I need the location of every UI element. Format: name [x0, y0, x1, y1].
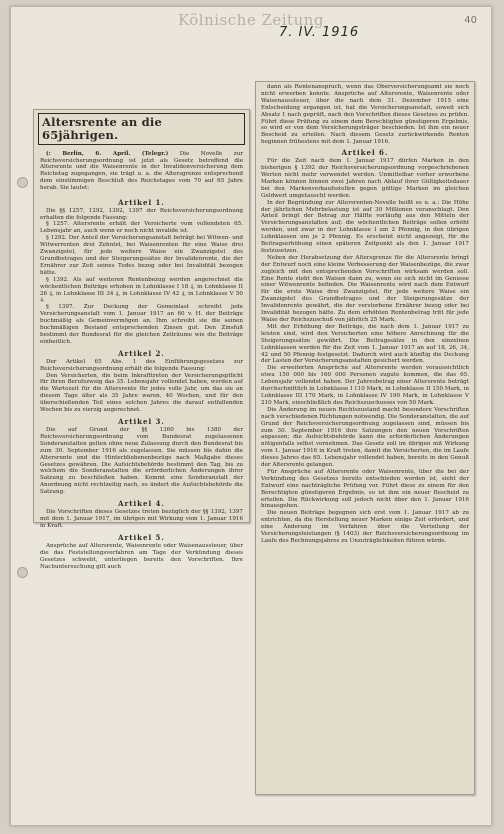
paragraph: Für Ansprüche auf Altersrente oder Waisenrente, über die bei der Verkündung des Gesetzes bereits entschieden worden ist, sieht der Entwurf eine nachträgliche Prüfung vor. Führt diese zu einem für den Berechtigten günstigeren Ergebnis, so ist ihm ein neuer Bescheid zu erteilen. Die Rückwirkung soll jedoch nicht über den 1. Januar 1916 hinausgehen.	[261, 468, 469, 510]
paragraph: Die auf Grund der §§ 1360 bis 1380 der Reichsversicherungsordnung vom Bundesrat zugelassenen Sonderanstalten gelten ohne neue Zulassung durch den Bundesrat bis zum 30. September 1916 als zugelassen. Sie müssen bis dahin die Altersrente und die Hinterbliebenenbezüge nach Maßgabe dieses Gesetzes gewähren. Die Aufsichtsbehörde bestimmt den Tag, bis zu welchem die Sonderanstalten die erforderlichen Änderungen ihrer Satzung zu beschließen haben. Kommt eine Sonderanstalt der Anordnung nicht rechtzeitig nach, so ändert die Aufsichtsbehörde die Satzung.	[40, 427, 243, 496]
article-heading: Artikel 1.	[118, 197, 165, 207]
article-heading: Artikel 3.	[118, 417, 165, 426]
dateline-place: (: Berlin, 6. April. (Telegr.)	[46, 150, 169, 157]
headline-box	[38, 113, 245, 145]
punch-hole	[17, 177, 28, 188]
paragraph: Die Änderung im neuen Rechtszustand macht besondere Vorschriften nach verschiedenen Richtungen notwendig. Die Sonderanstalten, die auf Grund der Reichsversicherungsordnung zugelassen sind, müssen bis zum 30. September 1916 ihre Satzungen den neuen Vorschriften anpassen; die Aufsichtsbehörde kann die erforderlichen Änderungen nötigenfalls selbst vornehmen. Das Gesetz soll im übrigen mit Wirkung vom 1. Januar 1916 in Kraft treten, damit die Versicherten, die im Laufe dieses Jahres das 65. Lebensjahr vollendet haben, bereits in den Genuß der Altersrente gelangen.	[261, 406, 469, 469]
paragraph: § 1257. Altersrente erhält der Versicherte vom vollendeten 65. Lebensjahr an, auch wenn er noch nicht invalide ist.	[40, 221, 243, 235]
paragraph: § 1292. Der Anteil der Versicherungsanstalt beträgt bei Witwen- und Witwerrenten drei Zehntel, bei Waisenrenten für eine Waise drei Zwanzigstel, für jede weitere Waise ein Zwanzigstel des Grundbetrages und der Steigerungssätze der Invalidenrente, die der Ernährer zur Zeit seines Todes bezog oder bei Invalidität bezogen hätte.	[40, 235, 243, 276]
paragraph: Der Artikel 65 Abs. 1 des Einführungsgesetzes zur Reichsversicherungsordnung erhält die folgende Fassung:	[40, 358, 243, 372]
punch-hole	[17, 567, 28, 578]
paragraph: Für die Zeit nach dem 1. Januar 1917 dürfen Marken in den bisherigen § 1392 der Reichsversicherungsordnung vorgeschriebenen Werten nicht mehr verwendet werden. Unmittelbar vorher erworbene Marken können binnen zwei Jahren nach Ablauf ihrer Gültigkeitsdauer bei den Markenverkaufsstellen gegen gültige Marken im gleichen Geldwert umgetauscht werden.	[261, 158, 469, 199]
paragraph: Mit der Erhöhung der Beiträge, die nach dem 1. Januar 1917 zu leisten sind, wird den Versicherten eine höhere Anrechnung für die Steigerungssätze gewährt. Die Beitragssätze in den einzelnen Lohnklassen werden für die Zeit vom 1. Januar 1917 an auf 18, 26, 34, 42 und 50 Pfennig festgesetzt. Dadurch wird auch künftig die Deckung der Lasten der Versicherungsanstalten gesichert werden.	[261, 323, 469, 365]
dateline-text: Die Novelle zur Reichsversicherungsordnung ist jetzt als Gesetz betreffend die Altersrente und die Waisenrente in der Invalidenversicherung dem Reichstag zugegangen, sie trägt u. a. die Altersgrenze entsprechend dem einstimmigen Beschluß des Reichstages vom 70 auf 65 Jahre herab. Sie lautet:	[40, 150, 243, 192]
article-heading: Artikel 4.	[118, 499, 165, 509]
article-heading: Artikel 2.	[118, 348, 165, 358]
paragraph: Die Vorschriften dieses Gesetzes treten bezüglich der §§ 1392, 1397 mit dem 1. Januar 1917, im übrigen mit Wirkung vom 1. Januar 1916 in Kraft.	[40, 509, 243, 529]
paragraph: Die §§ 1257, 1292, 1392, 1397 der Reichsversicherungsordnung erhalten die folgende Fassung:	[40, 207, 243, 221]
paragraph: Die erweiterten Ansprüche auf Altersrente werden voraussichtlich etwa 150 000 bis 160 000 Personen zugute kommen, die das 65. Lebensjahr vollendet haben. Der Jahresbetrag einer Altersrente beträgt durchschnittlich in Lohnklasse I 110 Mark, in Lohnklasse II 150 Mark, in Lohnklasse III 170 Mark, in Lohnklasse IV 190 Mark, in Lohnklasse V 210 Mark, einschließlich des Reichszuschusses von 50 Mark.	[261, 365, 469, 406]
handwritten-date: 7. IV. 1916	[279, 25, 360, 40]
clipping-left-column	[33, 109, 250, 570]
article-heading: Artikel 6.	[341, 148, 389, 158]
paragraph: § 1397. Zur Deckung der Gemeinlast schreibt jede Versicherungsanstalt vom 1. Januar 1917 an 60 v. H. der Beiträge buchmäßig als Gemeinvermögen an. Ihm schreibt sie die seinen buchmäßigen Bestand entsprechenden Zinsen gut. Den Zinsfuß bestimmt der Bundesrat für die gleichen Zeiträume wie die Beiträge einheitlich.	[40, 304, 243, 345]
dateline	[34, 151, 249, 192]
paragraph: Ansprüche auf Altersrente, Waisenrente oder Waisenaussteuer, über die das Feststellungsverfahren am Tage der Verkündung dieses Gesetzes schwebt, unterliegen bereits den Vorschriften. Ihre Nachuntersuchung gilt auch	[40, 542, 243, 570]
paragraph: § 1392. Als auf weiteren Rentenbezug werden angerechnet die wöchentlichen Beiträge erhoben in Lohnklasse I 18 ₰, in Lohnklasse II 26 ₰, in Lohnklasse III 34 ₰, in Lohnklasse IV 42 ₰, in Lohnklasse V 50 ₰.	[40, 276, 243, 304]
archive-sheet	[10, 6, 492, 826]
clipping-right-column	[255, 81, 475, 795]
newspaper-masthead: Kölnische Zeitung	[177, 11, 325, 29]
paragraph: dann als Rentenanspruch, wenn das Oberversicherungsamt sie noch nicht erwerben konnte. Ansprüche auf Altersrente, Waisenrente oder Waisenaussteuer, über die nach dem 31. Dezember 1915 eine Entscheidung ergangen ist, hat die Versicherungsanstalt, soweit sich Absatz 1 nach geprüft, nach den Vorschriften dieses Gesetzes zu prüfen. Führt diese Prüfung zu einem dem Berechtigten günstigeren Ergebnis, so wird er von dem Versicherungsträger beschieden. Ist ihm ein neuer Bescheid zu erteilen. Nach diesem Gesetz zurückwirkende Renten beginnen frühestens mit dem 1. Januar 1916.	[261, 84, 469, 146]
page-mark: 40	[464, 15, 477, 26]
headline: Altersrente an die 65jährigen.	[42, 115, 162, 142]
paragraph: Neben der Herabsetzung der Altersgrenze für die Altersrente bringt der Entwurf noch eine kleine Verbesserung der Waisenbezüge, die zwar zugleich mit den entsprechenden Vorschriften wirksam werden soll. Eine Rente steht den Waisen dann zu, wenn sie sich nicht im Genusse einer Witwenrente befinden. Die Waisenrente wird nach dem Entwurf für die erste Waise drei Zwanzigstel, für jede weitere Waise ein Zwanzigstel des Grundbetrages und der Steigerungssätze der Invalidenrente gewährt, die der verstorbene Ernährer bezog oder bei Invalidität bezogen hätte. Zu dem erhöhten Rentenbetrag tritt für jede Waise der Reichszuschuß von jährlich 25 Mark.	[261, 254, 469, 323]
paragraph: In der Begründung zur Altersrenten-Novelle heißt es u. a.: Die Höhe der jährlichen Mehrbelastung ist auf 30 Millionen veranschlagt. Den Anteil bringt der Betrag zur Hälfte vorläufig aus den Mitteln der Versicherungsanstalten auf; die wöchentlichen Beiträge sollen erhöht werden, und zwar in der Lohnklasse I um 2 Pfennig, in den übrigen Lohnklassen um je 2 Pfennig. Es erscheint nicht angezeigt, für die Beitragserhöhung einen späteren Zeitpunkt als den 1. Januar 1917 festzusetzen.	[261, 199, 469, 254]
article-heading: Artikel 5.	[118, 532, 165, 542]
paragraph: Den Versicherten, die beim Inkrafttreten der Versicherungspflicht für ihren Berufszweig das 35. Lebensjahr vollendet haben, werden auf die Wartezeit für die Altersrente für jedes volle Jahr, um das sie an diesem Tage älter als 35 Jahre waren, 40 Wochen, und für den überschießenden Teil eines solchen Jahres die darauf entfallenden Wochen bis zu vierzig angerechnet.	[40, 372, 243, 414]
paragraph: Die neuen Beiträge begegnen sich erst vom 1. Januar 1917 ab zu entrichten, da die Herstellung neuer Marken einige Zeit erfordert, und eine Änderung im Verfahren über die Verteilung der Versicherungsleistungen (§ 1403) der Reichsversicherungsordnung im Laufe des Rechnungsjahres zu Unzuträglichkeiten führen würde.	[261, 510, 469, 544]
